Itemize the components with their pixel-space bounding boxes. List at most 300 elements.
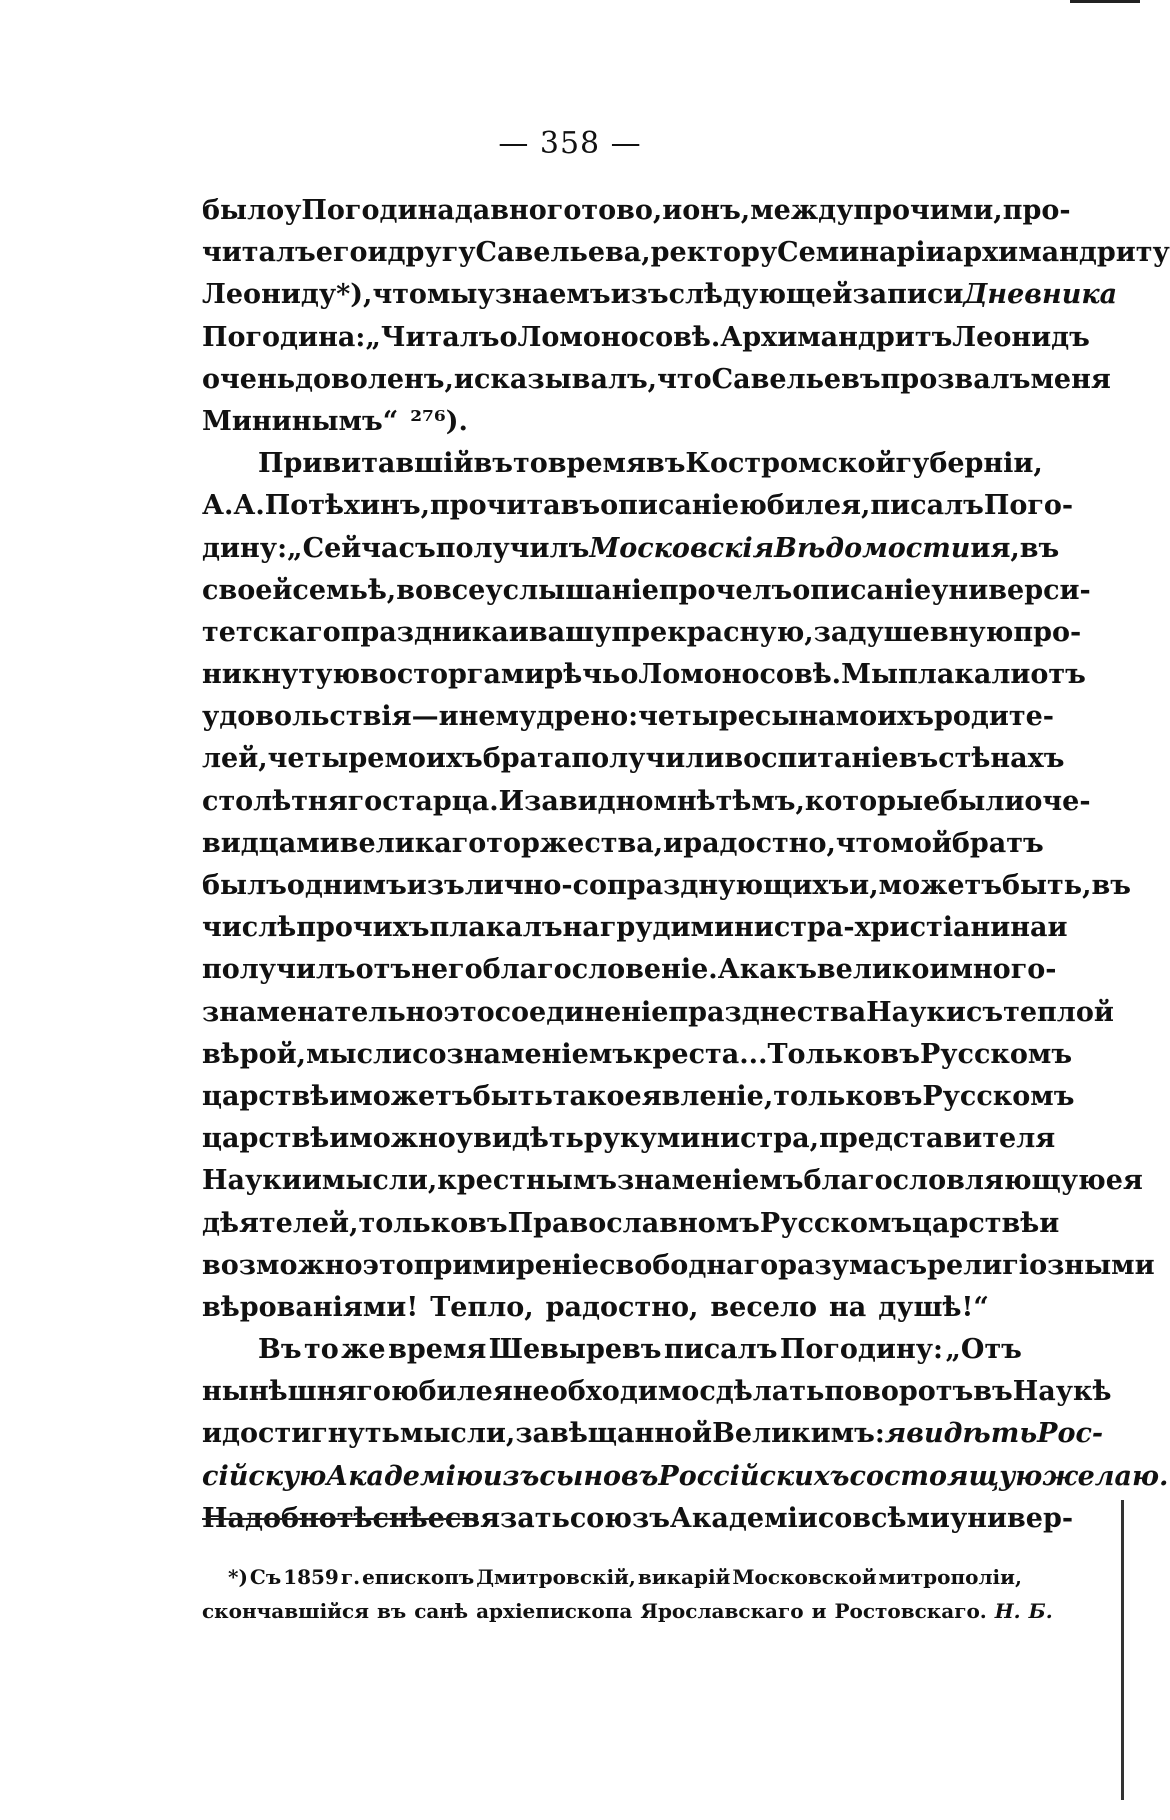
body-word: очень bbox=[202, 363, 296, 395]
body-word: ²⁷⁶). bbox=[410, 405, 468, 437]
footnote-word: архіепископа bbox=[476, 1599, 633, 1623]
body-word: въ bbox=[882, 1080, 923, 1112]
body-word: съ bbox=[965, 996, 1004, 1028]
body-word: столѣтняго bbox=[202, 785, 383, 817]
body-word: лично-сопразднующихъ bbox=[464, 870, 850, 901]
footnote-word: митрополіи, bbox=[878, 1565, 1022, 1589]
body-word: Православномъ bbox=[507, 1207, 760, 1239]
body-word: отъ bbox=[1030, 659, 1086, 691]
body-word: Русскомъ bbox=[919, 1038, 1073, 1070]
body-word: Мининымъ“ bbox=[202, 405, 399, 437]
body-line bbox=[202, 1160, 1143, 1202]
body-word: со bbox=[817, 1502, 853, 1534]
body-word: представителя bbox=[819, 1123, 1056, 1155]
body-word: были bbox=[940, 785, 1025, 817]
body-word: и bbox=[329, 1123, 350, 1155]
footnote-word: Московской bbox=[732, 1565, 877, 1589]
body-word: достигнуть bbox=[222, 1418, 400, 1450]
body-word: и bbox=[367, 237, 388, 269]
body-line bbox=[202, 232, 1170, 274]
body-word: Привитавшій bbox=[258, 448, 474, 480]
body-word: плакалъ bbox=[429, 912, 563, 944]
body-word: видѣть bbox=[906, 1418, 1038, 1450]
body-word: и bbox=[202, 1418, 223, 1450]
body-word: же bbox=[341, 1334, 386, 1366]
body-word: „Отъ bbox=[945, 1334, 1022, 1366]
body-word: всѣми bbox=[852, 1502, 950, 1534]
body-word: знаменательно bbox=[202, 996, 444, 1028]
body-word: Только bbox=[767, 1038, 881, 1070]
body-word: Наукѣ bbox=[1012, 1376, 1112, 1408]
body-line bbox=[202, 485, 1074, 527]
body-word: я, bbox=[990, 532, 1020, 564]
body-line bbox=[202, 781, 1091, 823]
body-line bbox=[202, 907, 1068, 949]
body-line bbox=[202, 1076, 1075, 1118]
body-word: мысли, bbox=[321, 1165, 438, 1197]
footnote-word: въ bbox=[376, 1599, 407, 1623]
body-word: Ломоносовѣ. bbox=[517, 321, 721, 353]
body-word: между bbox=[750, 195, 854, 226]
body-word: Великимъ: bbox=[712, 1418, 885, 1450]
body-word: плакали bbox=[898, 659, 1031, 691]
body-word: душѣ!“ bbox=[878, 1291, 989, 1323]
body-word: про- bbox=[1013, 616, 1082, 648]
body-word: юбилея, bbox=[739, 490, 871, 522]
body-word: можетъ bbox=[878, 870, 1002, 901]
body-word: быть, bbox=[1001, 870, 1092, 901]
body-word: писалъ bbox=[663, 1334, 778, 1366]
body-word: А. bbox=[202, 490, 234, 522]
body-word: прозвалъ bbox=[880, 363, 1031, 395]
footnote-word: *) bbox=[228, 1565, 248, 1589]
body-line bbox=[202, 401, 1022, 443]
body-word: описаніе bbox=[600, 490, 740, 522]
body-word: своей bbox=[202, 574, 293, 606]
body-word: торжества, bbox=[486, 827, 664, 859]
body-line bbox=[202, 190, 1071, 232]
body-word: Погодина bbox=[301, 195, 455, 226]
body-word: И bbox=[498, 785, 525, 817]
body-word: готово, bbox=[546, 195, 663, 226]
body-word: *), bbox=[336, 279, 373, 311]
body-word: и bbox=[508, 616, 529, 648]
body-word: религіозными bbox=[927, 1249, 1155, 1281]
body-word: прекрасную, bbox=[611, 616, 814, 648]
body-word: вѣрованіями! bbox=[202, 1291, 419, 1323]
body-word: Тепло, bbox=[430, 1291, 534, 1323]
body-word: Русскомъ bbox=[922, 1080, 1075, 1112]
body-word: сыновъ bbox=[539, 1460, 659, 1492]
body-word: семьѣ, bbox=[292, 574, 397, 606]
body-word: однимъ bbox=[286, 870, 407, 901]
footnote-line bbox=[202, 1594, 1053, 1628]
body-line bbox=[202, 992, 1114, 1034]
footnote-word: Ростовскаго. bbox=[834, 1599, 987, 1623]
body-line bbox=[202, 1245, 1155, 1287]
body-word: меня bbox=[1030, 363, 1111, 395]
body-word: разума bbox=[778, 1249, 890, 1281]
body-word: дину: bbox=[202, 532, 288, 564]
body-word: Погодину: bbox=[779, 1334, 943, 1366]
body-word: моихъ bbox=[835, 701, 934, 733]
body-word: описаніе bbox=[792, 574, 932, 606]
body-word: ея bbox=[1105, 1165, 1143, 1197]
body-word: въ bbox=[973, 1376, 1013, 1408]
body-word: необходимо bbox=[512, 1376, 700, 1408]
body-line bbox=[202, 317, 1090, 359]
body-word: въ bbox=[898, 743, 939, 775]
body-word: на bbox=[562, 912, 600, 944]
body-word: сійскую bbox=[202, 1460, 327, 1492]
body-word: царствѣ bbox=[912, 1207, 1040, 1239]
body-word: Науки bbox=[866, 996, 966, 1028]
body-word: Леонидъ bbox=[952, 321, 1090, 353]
body-word: прочелъ bbox=[658, 574, 793, 606]
body-word: юбилея bbox=[390, 1376, 513, 1408]
body-word: ... bbox=[739, 1038, 768, 1070]
body-word: универ- bbox=[949, 1502, 1074, 1534]
body-word: весело bbox=[710, 1291, 817, 1323]
body-word: мой bbox=[890, 827, 952, 859]
body-line bbox=[202, 654, 1086, 696]
body-word: царствѣ bbox=[202, 1080, 330, 1112]
body-word: четыре bbox=[638, 701, 755, 733]
body-word: состоящую bbox=[849, 1460, 1043, 1492]
body-word: которые bbox=[804, 785, 941, 817]
body-word: Савельева, bbox=[475, 237, 651, 269]
body-word: тетскаго bbox=[202, 616, 341, 648]
body-word: только bbox=[358, 1207, 469, 1239]
body-word: прочитавъ bbox=[430, 490, 601, 522]
body-word: сдѣлать bbox=[699, 1376, 825, 1408]
body-line bbox=[202, 1329, 1022, 1371]
body-word: него bbox=[411, 954, 483, 986]
body-word: Семинаріи bbox=[777, 237, 946, 269]
body-word: лей, bbox=[202, 743, 268, 775]
body-word: слѣдующей bbox=[668, 279, 853, 311]
scan-edge-mark-right bbox=[1121, 1500, 1124, 1800]
body-word: благословляющую bbox=[803, 1165, 1106, 1197]
body-word: „Сейчасъ bbox=[287, 532, 436, 564]
body-word: соединеніе bbox=[494, 996, 669, 1028]
body-word: записи bbox=[852, 279, 964, 311]
body-word: поворотъ bbox=[824, 1376, 974, 1408]
body-word: и, bbox=[849, 870, 879, 901]
footnote-word: г. bbox=[340, 1565, 361, 1589]
body-word: А. bbox=[233, 490, 265, 522]
body-word: что bbox=[835, 827, 891, 859]
body-word: во bbox=[396, 574, 433, 606]
body-word: Леониду bbox=[202, 279, 337, 311]
body-word: сына bbox=[754, 701, 836, 733]
body-word: креста bbox=[633, 1038, 740, 1070]
body-line bbox=[202, 949, 1057, 991]
body-word: Мы bbox=[841, 659, 899, 691]
body-word: у bbox=[284, 195, 302, 226]
body-word: вѣрой, bbox=[202, 1038, 307, 1070]
footnote-word: и bbox=[811, 1599, 827, 1623]
body-word: Костромской bbox=[685, 448, 896, 480]
body-word: писалъ bbox=[870, 490, 984, 522]
body-word: изъ bbox=[610, 279, 669, 311]
body-word: въ bbox=[645, 448, 686, 480]
body-word: министра, bbox=[656, 1123, 820, 1155]
body-word: и bbox=[453, 363, 474, 395]
footnote-word: Съ bbox=[249, 1565, 282, 1589]
body-word: изъ bbox=[482, 1460, 540, 1492]
body-word: про- bbox=[1002, 195, 1071, 226]
body-word: только bbox=[773, 1080, 883, 1112]
body-word: брата bbox=[482, 743, 572, 775]
body-word: много- bbox=[949, 954, 1057, 986]
body-line bbox=[202, 738, 1065, 780]
body-word: празднества bbox=[668, 996, 867, 1028]
body-word: великаго bbox=[339, 827, 487, 859]
body-word: время bbox=[547, 448, 646, 480]
body-word: А bbox=[717, 954, 740, 986]
body-word: нынѣшняго bbox=[202, 1376, 391, 1408]
body-word: Ломоносовѣ. bbox=[638, 659, 842, 691]
body-word: увидѣть bbox=[455, 1123, 584, 1155]
body-line bbox=[202, 823, 1044, 865]
body-line bbox=[202, 1456, 1169, 1498]
body-word: министра-христіанина bbox=[690, 912, 1048, 944]
body-word: время bbox=[388, 1334, 487, 1366]
body-word: воспитаніе bbox=[724, 743, 899, 775]
footnote-word: санѣ bbox=[414, 1599, 469, 1623]
body-word: сказывалъ, bbox=[473, 363, 658, 395]
body-word: съ bbox=[889, 1249, 928, 1281]
body-word: родите- bbox=[933, 701, 1054, 733]
body-word: и bbox=[970, 532, 991, 564]
body-word: получили bbox=[571, 743, 725, 775]
body-word: читалъ bbox=[202, 237, 316, 269]
body-word: и bbox=[438, 701, 459, 733]
body-word: другу bbox=[387, 237, 476, 269]
body-word: никнутую bbox=[202, 659, 361, 691]
body-word: Пого- bbox=[983, 490, 1074, 522]
body-word: мудрено: bbox=[495, 701, 639, 733]
footnote-word: епископъ bbox=[362, 1565, 475, 1589]
body-word: то bbox=[512, 448, 548, 480]
body-word: въ bbox=[1091, 870, 1131, 901]
body-word: о bbox=[499, 321, 518, 353]
body-word: задушевную bbox=[813, 616, 1014, 648]
body-word: стѣнахъ bbox=[938, 743, 1065, 775]
body-word: прочими, bbox=[853, 195, 1003, 226]
body-word: отъ bbox=[355, 954, 412, 986]
body-word: связать bbox=[444, 1502, 570, 1534]
body-word: — bbox=[411, 701, 439, 733]
body-line bbox=[202, 274, 1118, 316]
body-word: радостно, bbox=[545, 1291, 699, 1323]
body-word: завѣщанной bbox=[515, 1418, 713, 1450]
body-line bbox=[202, 443, 1043, 485]
body-word: Погодина: bbox=[202, 321, 366, 353]
body-word: рѣчь bbox=[544, 659, 621, 691]
footnote-word: Н. bbox=[994, 1599, 1021, 1623]
body-word: старца. bbox=[382, 785, 499, 817]
body-word: о bbox=[620, 659, 639, 691]
body-word: Академію bbox=[326, 1460, 483, 1492]
body-word: явленіе, bbox=[641, 1080, 774, 1112]
footnote-word: Дмитровскій, bbox=[476, 1565, 636, 1589]
body-word: завидно bbox=[524, 785, 654, 817]
body-word: его bbox=[315, 237, 368, 269]
body-line bbox=[202, 528, 1060, 570]
body-word: доволенъ, bbox=[295, 363, 454, 395]
body-word: Въ bbox=[258, 1334, 302, 1366]
body-line bbox=[202, 1118, 1056, 1160]
body-word: вашу bbox=[528, 616, 612, 648]
body-word: Савельевъ bbox=[711, 363, 881, 395]
body-word: такое bbox=[552, 1080, 642, 1112]
body-word: мысли, bbox=[399, 1418, 516, 1450]
body-word: и bbox=[1039, 1207, 1060, 1239]
body-word: универси- bbox=[931, 574, 1091, 606]
body-word: прочихъ bbox=[296, 912, 430, 944]
footnote-word: Б. bbox=[1028, 1599, 1053, 1623]
body-word: изъ bbox=[406, 870, 465, 901]
body-word: теплой bbox=[1003, 996, 1114, 1028]
body-word: быть bbox=[472, 1080, 553, 1112]
body-word: знаменіемъ bbox=[617, 1165, 804, 1197]
body-word: груди bbox=[599, 912, 691, 944]
body-word: получилъ bbox=[202, 954, 356, 986]
body-word: я bbox=[884, 1418, 907, 1450]
body-word: и bbox=[301, 1165, 322, 1197]
body-line bbox=[202, 359, 1111, 401]
body-line bbox=[202, 1203, 1060, 1245]
body-word: Архимандритъ bbox=[720, 321, 953, 353]
body-line bbox=[202, 1371, 1112, 1413]
body-line bbox=[202, 612, 1082, 654]
body-word: Академіи bbox=[669, 1502, 818, 1534]
body-word: то bbox=[303, 1334, 339, 1366]
body-word: возможно bbox=[202, 1249, 363, 1281]
body-line bbox=[202, 1413, 1104, 1455]
body-word: союзъ bbox=[569, 1502, 670, 1534]
body-word: тѣмъ, bbox=[715, 785, 805, 817]
body-word: четыре bbox=[267, 743, 385, 775]
body-word: крестнымъ bbox=[437, 1165, 618, 1197]
body-word: и bbox=[329, 1080, 350, 1112]
body-word: Московскія bbox=[589, 532, 775, 564]
body-word: примиреніе bbox=[413, 1249, 600, 1281]
body-word: числѣ bbox=[202, 912, 297, 944]
scan-edge-mark-top bbox=[1070, 0, 1140, 11]
footnote-word: викарій bbox=[637, 1565, 731, 1589]
body-word: праздника bbox=[340, 616, 509, 648]
body-word: дѣятелей, bbox=[202, 1207, 359, 1239]
body-word: что bbox=[657, 363, 712, 395]
body-word: и bbox=[1047, 912, 1068, 944]
body-word: давно bbox=[454, 195, 547, 226]
body-word: всеуслышаніе bbox=[432, 574, 659, 606]
body-word: какъ bbox=[739, 954, 817, 986]
main-text bbox=[202, 190, 1170, 1540]
body-line bbox=[202, 1287, 1022, 1329]
body-word: это bbox=[362, 1249, 414, 1281]
body-word: мысли bbox=[306, 1038, 413, 1070]
page-number: — 358 — bbox=[498, 126, 642, 161]
body-word: губерніи, bbox=[895, 448, 1043, 480]
body-word: узнаемъ bbox=[477, 279, 611, 311]
body-word: получилъ bbox=[435, 532, 590, 564]
body-word: въ bbox=[468, 1207, 508, 1239]
body-word: свободнаго bbox=[599, 1249, 779, 1281]
footnote-word: Ярославскаго bbox=[640, 1599, 804, 1623]
body-line bbox=[202, 1034, 1073, 1076]
body-word: былъ bbox=[202, 870, 287, 901]
body-word: было bbox=[202, 195, 285, 226]
footnote-word: скончавшійся bbox=[202, 1599, 369, 1623]
body-word: удовольствія bbox=[202, 701, 412, 733]
body-word: Россійскихъ bbox=[658, 1460, 850, 1492]
body-word: Русскомъ bbox=[759, 1207, 913, 1239]
body-word: благословеніе. bbox=[482, 954, 718, 986]
body-word: Шевыревъ bbox=[488, 1334, 662, 1366]
body-word: на bbox=[829, 1291, 867, 1323]
body-word: Вѣдомости bbox=[774, 532, 971, 564]
body-word: не bbox=[458, 701, 496, 733]
body-word: мнѣ bbox=[653, 785, 716, 817]
footnote-word: 1859 bbox=[283, 1565, 339, 1589]
body-word: велико bbox=[816, 954, 930, 986]
body-word: восторгами bbox=[360, 659, 545, 691]
body-word: Потѣхинъ, bbox=[264, 490, 430, 522]
body-word: братъ bbox=[951, 827, 1044, 859]
body-word: въ bbox=[473, 448, 513, 480]
body-word: знаменіемъ bbox=[446, 1038, 634, 1070]
body-word: моихъ bbox=[384, 743, 483, 775]
body-word: и bbox=[663, 827, 684, 859]
footnote-divider bbox=[202, 1518, 478, 1520]
body-word: и bbox=[662, 195, 683, 226]
body-word: ректору bbox=[650, 237, 778, 269]
footnote-section bbox=[202, 1560, 1053, 1628]
body-word: видцами bbox=[202, 827, 340, 859]
body-word: радостно, bbox=[683, 827, 836, 859]
body-word: Рос- bbox=[1037, 1418, 1104, 1450]
body-word: архимандриту bbox=[945, 237, 1170, 269]
body-word: желаю. bbox=[1042, 1460, 1169, 1492]
body-word: Дневника bbox=[963, 279, 1118, 311]
body-line bbox=[202, 570, 1091, 612]
body-word: можно bbox=[349, 1123, 456, 1155]
body-word: Науки bbox=[202, 1165, 302, 1197]
body-word: что bbox=[372, 279, 427, 311]
body-word: и bbox=[929, 954, 950, 986]
body-word: тѣснѣе bbox=[336, 1502, 445, 1534]
body-word: это bbox=[443, 996, 495, 1028]
body-word: Надобно bbox=[202, 1502, 337, 1534]
body-word: можетъ bbox=[349, 1080, 473, 1112]
body-word: „Читалъ bbox=[365, 321, 500, 353]
body-word: онъ, bbox=[682, 195, 751, 226]
body-line bbox=[202, 865, 1131, 907]
footnote-line bbox=[202, 1560, 1022, 1594]
body-word: въ bbox=[880, 1038, 920, 1070]
body-word: мы bbox=[426, 279, 478, 311]
body-word: въ bbox=[1019, 532, 1060, 564]
body-word: со bbox=[412, 1038, 447, 1070]
body-word: царствѣ bbox=[202, 1123, 330, 1155]
body-line bbox=[202, 696, 1054, 738]
body-word: оче- bbox=[1024, 785, 1091, 817]
body-word: руку bbox=[583, 1123, 657, 1155]
